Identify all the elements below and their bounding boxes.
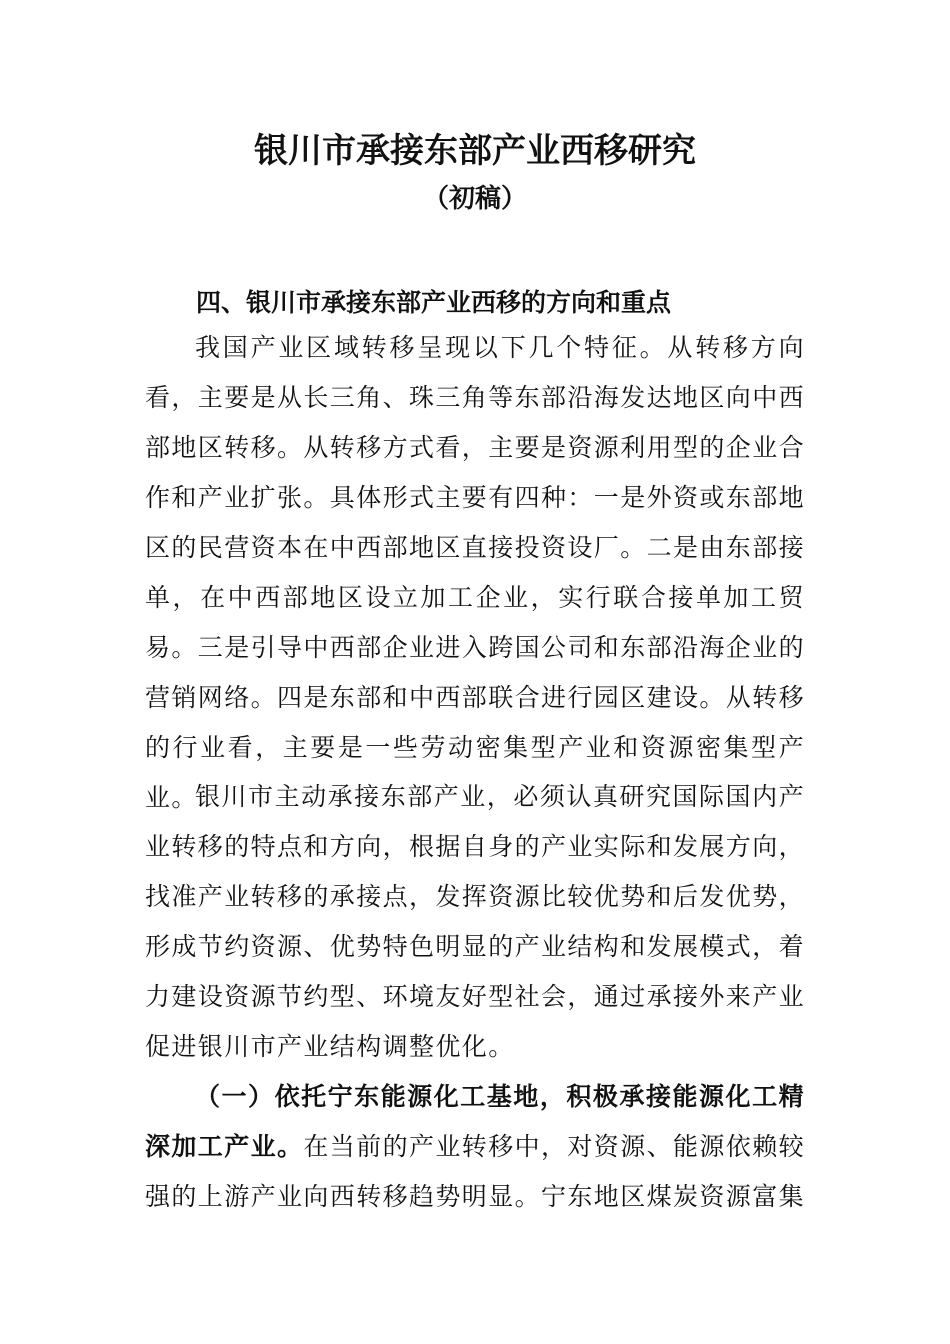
paragraph xyxy=(145,772,805,1072)
paragraph-text: 我国产业区域转移呈现以下几个特征。从转移方向看，主要是从长三角、珠三角等东部沿海发达地区向中西部地区转移。从转移方式看，主要是资源利用型的企业合作和产业扩张。具体形式主要有四种：一是外资或东部地区的民营资本在中西部地区直接投资设厂。二是由东部接单，在中西部地区设立加工企业，实行联合接单加工贸易。三是引导中西部企业进入跨国公司和东部沿海企业的营销网络。四是东部和中西部联合进行园区建设。从转移的行业看，主要是一些劳动密集型产业和资源密集型产业。 xyxy=(145,333,806,812)
section-heading: 四、银川市承接东部产业西移的方向和重点 xyxy=(196,288,672,317)
paragraph-text: 在当前的产业转移中，对资源、能源依赖较强的上游产业向西转移趋势明显。宁东地区煤炭资源富集 xyxy=(145,1132,806,1211)
subsection-heading: （一）依托宁东能源化工基地，积极承接能源化工精深加工产业。 xyxy=(145,1082,805,1161)
document-title: 银川市承接东部产业西移研究 xyxy=(254,131,696,171)
paragraph xyxy=(145,1072,805,1222)
paragraph-text: 银川市主动承接东部产业，必须认真研究国际国内产业转移的特点和方向，根据自身的产业实际和发展方向，找准产业转移的承接点，发挥资源比较优势和后发优势，形成节约资源、优势特色明显的产业结构和发展模式，着力建设资源节约型、环境友好型社会，通过承接外来产业促进银川市产业结构调整优化。 xyxy=(145,782,806,1061)
paragraph xyxy=(145,323,805,823)
document-subtitle: （初稿） xyxy=(422,184,527,214)
